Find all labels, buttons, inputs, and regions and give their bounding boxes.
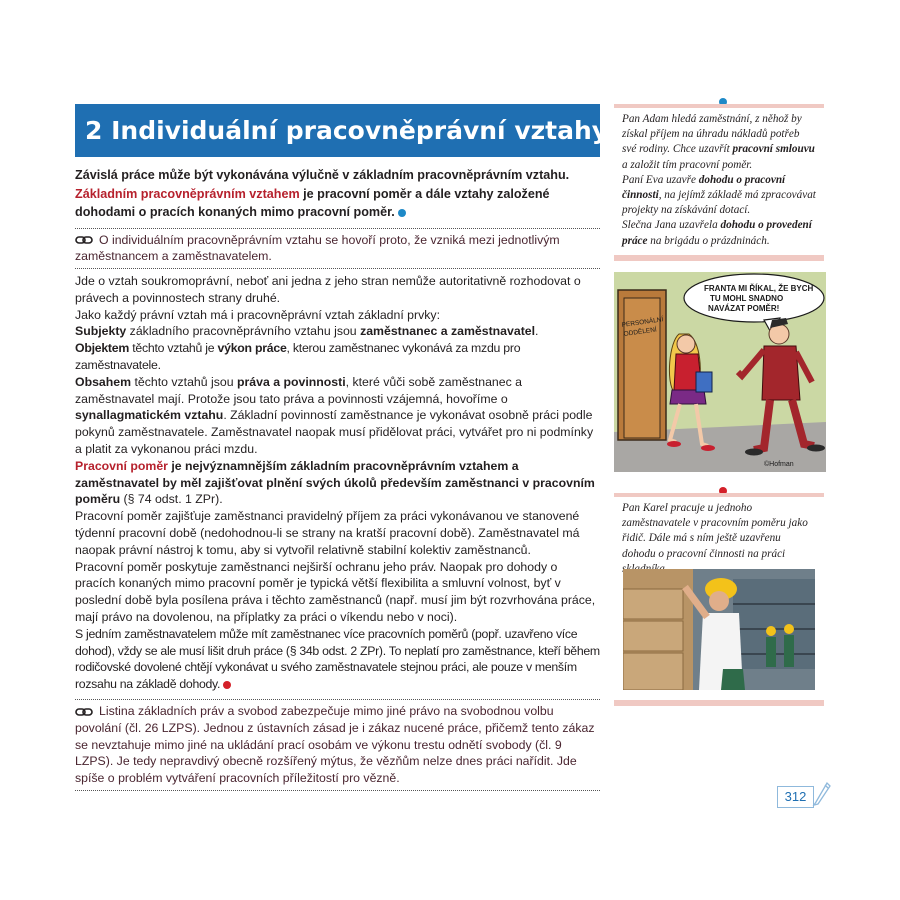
term: pracovní smlouvu xyxy=(732,143,815,156)
lead-part2: je pracovní poměr a dále vztahy založené dohodami o pracích konaných mimo pracovní poměr. xyxy=(75,186,550,219)
paragraph-private-law: Jde o vztah soukromoprávní, neboť ani jedna z jeho stran nemůže autoritativně rozhodovat o právech a povinnostech strany druhé. xyxy=(75,274,581,305)
body-text xyxy=(75,269,600,693)
red-dot-icon xyxy=(223,681,231,689)
chapter-title: 2 Individuální pracovněprávní vztahy xyxy=(85,116,609,145)
text: těchto vztahů je xyxy=(129,341,218,356)
term: dohodu o provedení práce xyxy=(622,219,812,247)
chapter-heading-bar xyxy=(75,104,609,157)
note-box-1 xyxy=(75,228,600,270)
text: na brigádu o prázdninách. xyxy=(647,234,770,247)
paragraph-multiple xyxy=(75,626,600,693)
text: S jedním zaměstnavatelem může mít zaměstnanec více pracovních poměrů (popř. uzavřeno více dohod), vždy se ale musí lišit druh práce (§ 34b odst. 2 ZPr). To neplatí pro zaměstnance, kteří během rodičovské dovolené chtějí vykonávat u svého zaměstnavatele stejnou práci, ale pouze v menším rozsahu na základě dohody. xyxy=(75,626,600,692)
warehouse-drawing xyxy=(623,569,815,690)
text: , kterou zaměstnanec vykonává za mzdu pro zaměstnavatele. xyxy=(75,341,521,373)
term-parties: zaměstnanec a zaměstnavatel xyxy=(360,324,536,339)
text: , které vůči sobě zaměstnanec a zaměstnavatel mají. Protože jsou tato práva a povinnosti vzájemná, hovoříme o xyxy=(75,374,523,406)
paragraph-subjects xyxy=(75,323,600,340)
example-box-1 xyxy=(614,104,824,261)
paragraph-content xyxy=(75,374,600,458)
term: dohodu o pracovní činnosti xyxy=(622,173,786,202)
example-1-text xyxy=(614,108,824,249)
speech-bubble-line-2: TU MOHL SNADNO xyxy=(710,294,784,303)
example-2-text: Pan Karel pracuje u jednoho zaměstnavatele v pracovním poměru jako řidič. Dále má s ním ještě uzavřenu dohodu o pracovní činnosti na práci xyxy=(622,502,808,560)
lead-part1: Závislá práce může být vykonávána výlučně v základním pracovněprávním vztahu. xyxy=(75,168,570,182)
warehouse-photo xyxy=(623,569,815,690)
text: základního pracovněprávního vztahu jsou xyxy=(126,324,361,339)
term-employment: Pracovní poměr xyxy=(75,458,168,473)
term-subjects: Subjekty xyxy=(75,324,127,339)
lead-paragraph xyxy=(75,166,600,222)
term-synallagmatic: synallagmatickém vztahu xyxy=(75,408,224,423)
speech-bubble-line-1: FRANTA MI ŘÍKAL, ŽE BYCH xyxy=(704,284,814,293)
cartoon-signature: ©Hofman xyxy=(764,461,794,468)
text: (§ 74 odst. 1 ZPr). xyxy=(120,492,223,507)
blue-dot-icon xyxy=(398,209,406,217)
text: a založit tím pracovní poměr. xyxy=(622,158,753,171)
term-rights: práva a povinnosti xyxy=(237,374,346,389)
paragraph-income: Pracovní poměr zajišťuje zaměstnanci pravidelný příjem za práci vykonávanou ve stanovené týdenní pracovní době (nedohodnou-li se strany na kratší pracovní době). Zaměstnavatel má naopak právní nástroj k tomu, aby si vytvořil relativně stabilní kolektiv zaměstnanců. xyxy=(75,509,580,557)
term-object: Objektem xyxy=(75,341,130,356)
note-2-text: Listina základních práv a svobod zabezpečuje mimo jiné právo na svobodnou volbu povolání (čl. 26 LZPS). Jednou z ústavních zásad je i zákaz nucené práce, přičemž tento zákaz se nevztahuje mimo jiné na ukládání prací osobám ve výkonu trestu odnětí svobody (čl. 9 LZPS). Je tedy nepravdivý obecně rozšířený mýtus, že vězňům nelze dnes práci nařídit. Jde spíše o problém vytváření pracovních příležitostí pro vězně. xyxy=(75,704,595,786)
cartoon-illustration xyxy=(614,272,826,472)
link-icon xyxy=(75,708,93,716)
text: Slečna Jana uzavřela xyxy=(622,219,721,232)
paragraph-object xyxy=(75,340,600,374)
paragraph-employment xyxy=(75,458,600,508)
note-1-text: O individuálním pracovněprávním vztahu se hovoří proto, že vzniká mezi jednotlivým zaměstnancem a zaměstnavatelem. xyxy=(75,232,560,264)
text: Pan Adam hledá zaměstnání, z něhož by získal příjem na úhradu nákladů potřeb své rodiny. Chce uzavřít xyxy=(622,113,802,156)
text: těchto vztahů jsou xyxy=(131,374,237,389)
text: Paní Eva uzavře xyxy=(622,173,699,186)
link-icon xyxy=(75,236,93,244)
pencil-icon xyxy=(812,780,832,806)
paragraph-elements-intro: Jako každý právní vztah má i pracovněprávní vztah základní prvky: xyxy=(75,307,440,322)
term-work: výkon práce xyxy=(217,341,287,356)
door-sign-line-1: PERSONÁLNÍ xyxy=(621,316,664,329)
main-column xyxy=(75,166,600,791)
paragraph-protection: Pracovní poměr poskytuje zaměstnanci nejširší ochranu jeho práv. Naopak pro dohody o pracích konaných mimo pracovní poměr je typická větší flexibilita a smluvní volnost, byť v poslední době byla posílena práva i těchto zaměstnanců (např. musí jim být rozvrhována práce, mají právo na dovolenou, na příplatky za práci o víkendu nebo v noci). xyxy=(75,559,596,625)
lead-highlight: Základním pracovněprávním vztahem xyxy=(75,186,300,201)
door-sign-line-2: ODDĚLENÍ xyxy=(623,326,658,338)
text-bold: je nejvýznamnějším základním pracovněprávním vztahem a zaměstnavatel by měl zajišťovat plnění svých úkolů především zaměstnanci v pracovním poměru xyxy=(75,458,595,507)
speech-bubble-line-3: NAVÁZAT POMĚR! xyxy=(708,304,780,313)
cartoon-drawing xyxy=(614,272,826,472)
text: . Základní povinností zaměstnance je vykonávat osobně práci podle pokynů zaměstnavatele. Zaměstnavatel naopak musí přidělovat práci, vytvářet pro ni podmínky a platit za vykonanou práci mzdu. xyxy=(75,408,594,457)
text: , na jejímž základě má zpracovávat projekty na získávání dotací. xyxy=(622,189,816,217)
note-box-2 xyxy=(75,699,600,791)
text: . xyxy=(535,324,539,339)
term-content: Obsahem xyxy=(75,374,132,389)
page-number: 312 xyxy=(777,786,814,808)
